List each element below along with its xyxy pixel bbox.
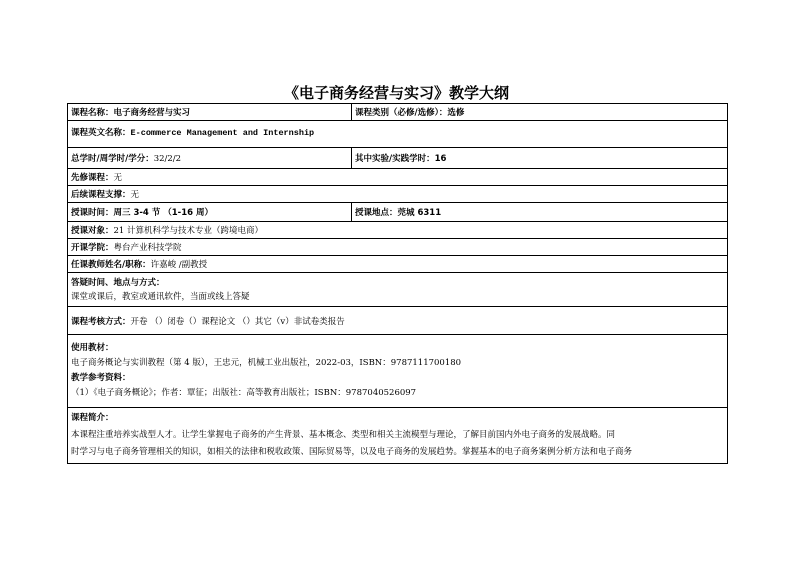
row-audience xyxy=(68,222,728,239)
time-label: 授课时间： xyxy=(71,208,114,218)
audience-cell xyxy=(68,222,728,239)
college-label: 开课学院： xyxy=(71,243,114,253)
teacher-label: 任课教师姓名/职称： xyxy=(71,260,151,270)
followup-label: 后续课程支撑： xyxy=(71,190,131,200)
intro-line-1: 本课程注重培养实战型人才。让学生掌握电子商务的产生背景、基本概念、类型和相关主流模型与理论，了解目前国内外电子商务的发展战略。同 xyxy=(71,430,616,440)
qa-cell xyxy=(68,273,728,307)
row-textbook xyxy=(68,335,728,408)
hours-label: 总学时/周学时/学分： xyxy=(71,154,154,164)
row-followup xyxy=(68,186,728,203)
row-college xyxy=(68,239,728,256)
lab-hours-cell xyxy=(352,148,728,169)
lab-hours-label: 其中实验/实践学时： xyxy=(355,154,435,164)
prerequisite-value: 无 xyxy=(113,173,123,183)
course-type-value: 选修 xyxy=(447,108,465,118)
row-course-name xyxy=(68,104,728,121)
college-value: 粤台产业科技学院 xyxy=(113,243,182,253)
assessment-cell xyxy=(68,307,728,335)
prerequisite-cell xyxy=(68,169,728,186)
row-time xyxy=(68,203,728,222)
syllabus-table xyxy=(67,103,728,464)
english-name-value: E-commerce Management and Internship xyxy=(130,128,315,138)
reference-value: （1）《电子商务概论》；作者：覃征；出版社：高等教育出版社；ISBN：9787040526097 xyxy=(71,388,417,398)
intro-label: 课程简介： xyxy=(71,413,114,423)
location-value: 莞城 6311 xyxy=(397,208,442,218)
row-assessment xyxy=(68,307,728,335)
time-cell xyxy=(68,203,352,222)
row-english-name xyxy=(68,121,728,148)
qa-label: 答疑时间、地点与方式： xyxy=(71,277,165,288)
textbook-label: 使用教材： xyxy=(71,343,114,353)
qa-value: 课堂或课后，教室或通讯软件，当面或线上答疑 xyxy=(71,291,250,302)
course-type-label: 课程类别（必修/选修）： xyxy=(355,108,448,118)
course-name-value: 电子商务经营与实习 xyxy=(113,108,191,118)
row-hours xyxy=(68,148,728,169)
course-name-cell xyxy=(68,104,352,121)
intro-line-2: 时学习与电子商务管理相关的知识，如相关的法律和税收政策、国际贸易等，以及电子商务的发展趋势。掌握基本的电子商务案例分析方法和电子商务 xyxy=(71,447,633,457)
course-type-cell xyxy=(352,104,728,121)
location-label: 授课地点： xyxy=(355,208,398,218)
audience-value: 21 计算机科学与技术专业（跨境电商） xyxy=(113,226,264,236)
reference-label: 教学参考资料： xyxy=(71,373,131,383)
audience-label: 授课对象： xyxy=(71,226,114,236)
time-value: 周三 3-4 节 （1-16 周） xyxy=(113,208,213,218)
hours-value: 32/2/2 xyxy=(153,154,182,164)
followup-cell xyxy=(68,186,728,203)
teacher-cell xyxy=(68,256,728,273)
english-name-label: 课程英文名称： xyxy=(71,128,131,138)
followup-value: 无 xyxy=(130,190,140,200)
row-intro xyxy=(68,408,728,464)
hours-cell xyxy=(68,148,352,169)
lab-hours-value: 16 xyxy=(434,154,447,164)
location-cell xyxy=(352,203,728,222)
english-name-cell xyxy=(68,121,728,148)
college-cell xyxy=(68,239,728,256)
intro-cell xyxy=(68,408,728,464)
textbook-value: 电子商务概论与实训教程（第 4 版），王忠元，机械工业出版社，2022-03，ISBN：9787111700180 xyxy=(71,358,462,368)
assessment-value: 开卷 （）闭卷（）课程论文 （）其它（v）非试卷类报告 xyxy=(130,316,345,327)
row-qa xyxy=(68,273,728,307)
teacher-value: 许嘉峻 /副教授 xyxy=(150,260,208,270)
row-prerequisite xyxy=(68,169,728,186)
assessment-label: 课程考核方式： xyxy=(71,316,131,327)
textbook-cell xyxy=(68,335,728,408)
document-title: 《电子商务经营与实习》教学大纲 xyxy=(283,84,509,102)
prerequisite-label: 先修课程： xyxy=(71,173,114,183)
course-name-label: 课程名称： xyxy=(71,108,114,118)
row-teacher xyxy=(68,256,728,273)
